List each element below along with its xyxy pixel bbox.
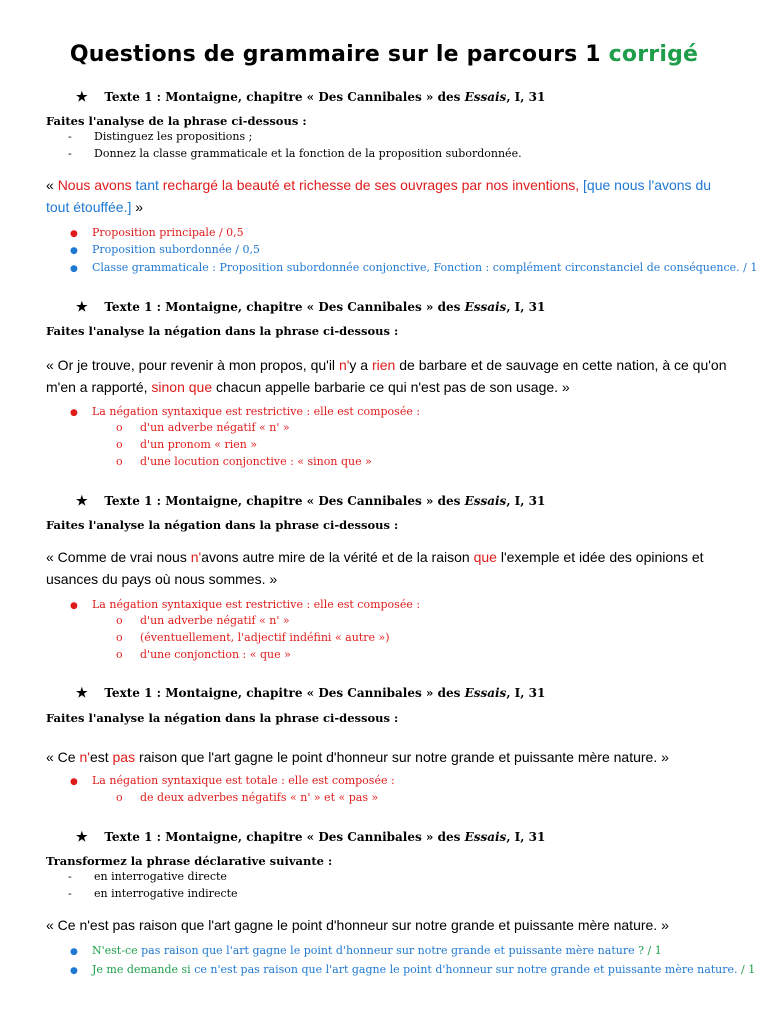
list-item: ● Classe grammaticale : Proposition subordonnée conjonctive, Fonction : complément circonstanciel de conséquence. / 1 [70,261,758,274]
list-item: ● Je me demande si ce n'est pas raison que l'art gagne le point d'honneur sur notre grande et puissante mère nature. / 1 [70,963,756,976]
instruction: Faites l'analyse la négation dans la phrase ci-dessous : [46,518,399,532]
instruction: Faites l'analyse de la phrase ci-dessous : [46,114,307,128]
list-item: ● La négation syntaxique est totale : elle est composée : [70,774,395,787]
section-header: ★ Texte 1 : Montaigne, chapitre « Des Cannibales » des Essais, I, 31 [76,494,546,509]
list-item: - Donnez la classe grammaticale et la fonction de la proposition subordonnée. [68,147,522,160]
sub-item: o d'un adverbe négatif « n' » [116,614,290,627]
section-header: ★ Texte 1 : Montaigne, chapitre « Des Cannibales » des Essais, I, 31 [76,90,546,105]
title-accent: corrigé [608,42,699,67]
list-item: ● Proposition subordonnée / 0,5 [70,243,260,256]
star-icon: ★ [76,300,88,315]
list-item: - Distinguez les propositions ; [68,130,253,143]
list-item: - en interrogative directe [68,870,227,883]
star-icon: ★ [76,686,88,701]
section-header: ★ Texte 1 : Montaigne, chapitre « Des Cannibales » des Essais, I, 31 [76,300,546,315]
bullet-icon: ● [70,777,78,787]
instruction: Transformez la phrase déclarative suivante : [46,854,333,868]
section-header: ★ Texte 1 : Montaigne, chapitre « Des Cannibales » des Essais, I, 31 [76,686,546,701]
star-icon: ★ [76,494,88,509]
sub-item: o d'une conjonction : « que » [116,648,291,661]
sub-item: o (éventuellement, l'adjectif indéfini « autre ») [116,631,390,644]
quote: « Ce n'est pas raison que l'art gagne le point d'honneur sur notre grande et puissante mère nature. » [46,917,669,933]
sub-item: o d'une locution conjonctive : « sinon que » [116,455,372,468]
quote: « Nous avons tant rechargé la beauté et richesse de ses ouvrages par nos inventions, [que nous l'avons du tout étouffée.] » [46,177,712,215]
bullet-icon: ● [70,947,78,957]
bullet-icon: ● [70,408,78,418]
bullet-icon: ● [70,264,78,274]
page-title [0,42,768,67]
star-icon: ★ [76,90,88,105]
list-item: ● La négation syntaxique est restrictive : elle est composée : [70,405,421,418]
list-item: ● Proposition principale / 0,5 [70,226,244,239]
sub-item: o d'un pronom « rien » [116,438,258,451]
bullet-icon: ● [70,966,78,976]
instruction: Faites l'analyse la négation dans la phrase ci-dessous : [46,324,399,338]
list-item: - en interrogative indirecte [68,887,238,900]
sub-item: o de deux adverbes négatifs « n' » et « pas » [116,791,379,804]
star-icon: ★ [76,830,88,845]
quote: « Or je trouve, pour revenir à mon propos, qu'il n'y a rien de barbare et de sauvage en cette nation, à ce qu'on m'en a rapporté, sinon que chacun appelle barbarie ce qui n'est pas de son usage. » [46,357,727,395]
section-header: ★ Texte 1 : Montaigne, chapitre « Des Cannibales » des Essais, I, 31 [76,830,546,845]
list-item: ● La négation syntaxique est restrictive : elle est composée : [70,598,421,611]
list-item: ● N'est-ce pas raison que l'art gagne le point d'honneur sur notre grande et puissante mère nature ? / 1 [70,944,662,957]
bullet-icon: ● [70,246,78,256]
sub-item: o d'un adverbe négatif « n' » [116,421,290,434]
bullet-icon: ● [70,601,78,611]
instruction: Faites l'analyse la négation dans la phrase ci-dessous : [46,711,399,725]
title-main: Questions de grammaire sur le parcours 1 [69,42,601,67]
quote: « Comme de vrai nous n'avons autre mire de la vérité et de la raison que l'exemple et idée des opinions et usances du pays où nous sommes. » [46,549,704,587]
quote: « Ce n'est pas raison que l'art gagne le point d'honneur sur notre grande et puissante mère nature. » [46,749,669,765]
bullet-icon: ● [70,229,78,239]
